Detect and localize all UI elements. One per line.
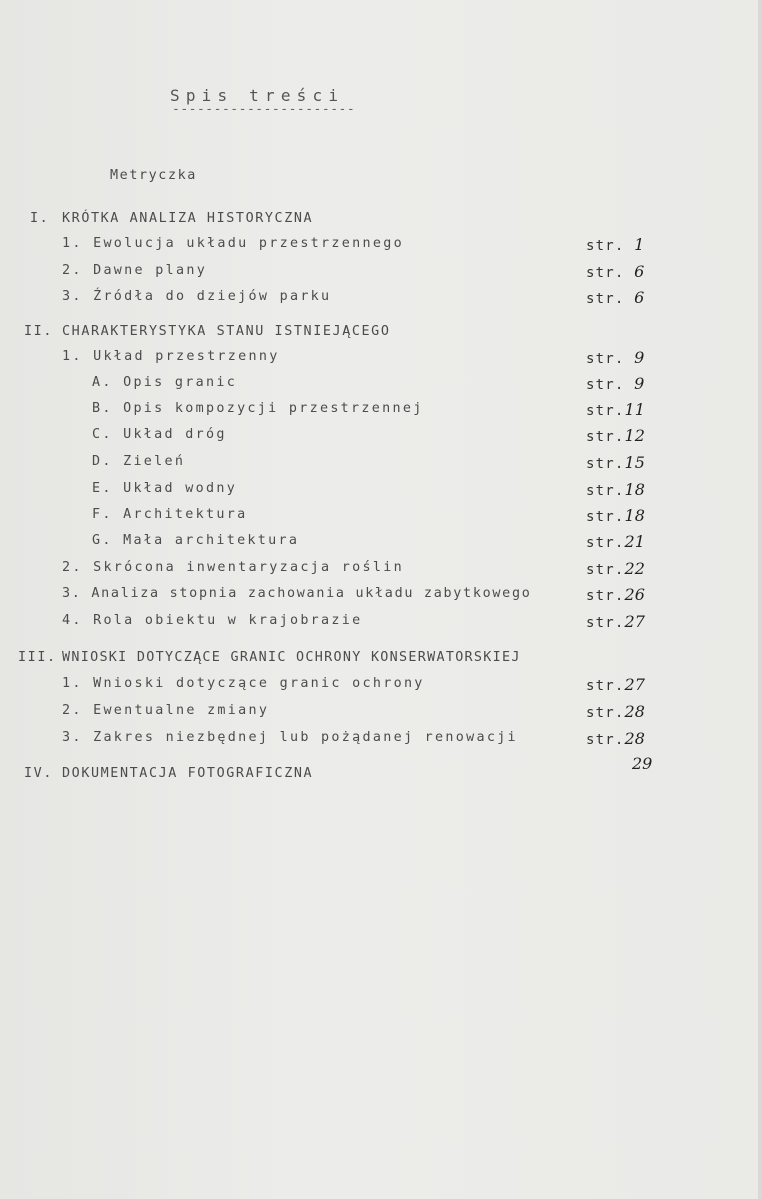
page-number: 18 (624, 480, 645, 499)
page-number: 18 (624, 506, 645, 525)
page-prefix: str. (586, 588, 625, 604)
toc-entry-label: 3. Źródła do dziejów parku (62, 289, 332, 304)
page-number: 12 (624, 426, 645, 445)
toc-entry-label: C. Układ dróg (92, 427, 227, 442)
toc-entry-page (586, 262, 644, 281)
section-4-heading: DOKUMENTACJA FOTOGRAFICZNA (62, 766, 314, 781)
page-number: 27 (624, 675, 645, 694)
page-number: 28 (624, 702, 645, 721)
toc-entry-page (586, 612, 645, 631)
toc-entry-label: 3. Analiza stopnia zachowania układu zabytkowego (62, 586, 532, 601)
toc-entry-label: 1. Układ przestrzenny (62, 349, 280, 364)
page-number: 9 (634, 348, 645, 367)
page-prefix: str. (586, 509, 625, 525)
toc-entry-label: 1. Ewolucja układu przestrzennego (62, 236, 404, 251)
toc-entry-label: G. Mała architektura (92, 533, 300, 548)
page-number: 6 (634, 262, 645, 281)
page-number: 9 (634, 374, 645, 393)
toc-entry-label: E. Układ wodny (92, 481, 238, 496)
page-prefix: str. (586, 238, 625, 254)
toc-entry-page (586, 585, 645, 604)
page-prefix: str. (586, 535, 625, 551)
page-number: 22 (624, 559, 645, 578)
section-1-heading: KRÓTKA ANALIZA HISTORYCZNA (62, 211, 314, 226)
toc-entry-label: A. Opis granic (92, 375, 238, 390)
page-prefix: str. (586, 678, 625, 694)
section-3-numeral: III. (18, 650, 57, 665)
toc-entry-page (586, 506, 645, 525)
toc-entry-page (632, 754, 652, 773)
page-prefix: str. (586, 483, 625, 499)
page-prefix: str. (586, 403, 625, 419)
page-prefix: str. (586, 429, 625, 445)
toc-entry-label: D. Zieleń (92, 454, 186, 469)
page-prefix: str. (586, 732, 625, 748)
page-edge (758, 0, 762, 1199)
page-number: 29 (632, 754, 653, 773)
toc-entry-page (586, 675, 645, 694)
toc-entry-page (586, 426, 645, 445)
toc-entry-page (586, 702, 645, 721)
page-number: 1 (634, 235, 645, 254)
toc-entry-page (586, 235, 644, 254)
toc-entry-page (586, 480, 645, 499)
page-prefix: str. (586, 562, 625, 578)
title-underline: ---------------------- (172, 102, 356, 117)
page-prefix: str. (586, 705, 625, 721)
section-3-heading: WNIOSKI DOTYCZĄCE GRANIC OCHRONY KONSERWATORSKIEJ (62, 650, 521, 665)
intro-metryczka: Metryczka (110, 168, 197, 183)
page-number: 28 (624, 729, 645, 748)
page-number: 27 (624, 612, 645, 631)
page-number: 15 (624, 453, 645, 472)
toc-entry-page (586, 400, 645, 419)
toc-entry-page (586, 559, 645, 578)
toc-entry-label: B. Opis kompozycji przestrzennej (92, 401, 424, 416)
toc-entry-label: F. Architektura (92, 507, 248, 522)
page-prefix: str. (586, 377, 625, 393)
toc-entry-label: 3. Zakres niezbędnej lub pożądanej renowacji (62, 730, 518, 745)
section-1-numeral: I. (30, 211, 50, 226)
toc-entry-page (586, 288, 644, 307)
page-prefix: str. (586, 291, 625, 307)
page-prefix: str. (586, 456, 625, 472)
toc-entry-page (586, 532, 645, 551)
toc-entry-page (586, 374, 644, 393)
toc-entry-label: 1. Wnioski dotyczące granic ochrony (62, 676, 425, 691)
page-prefix: str. (586, 351, 625, 367)
toc-entry-page (586, 729, 645, 748)
toc-entry-label: 2. Skrócona inwentaryzacja roślin (62, 560, 404, 575)
page-prefix: str. (586, 265, 625, 281)
toc-entry-page (586, 453, 645, 472)
page-prefix: str. (586, 615, 625, 631)
page-title: Spis treści (170, 86, 345, 105)
section-2-heading: CHARAKTERYSTYKA STANU ISTNIEJĄCEGO (62, 324, 391, 339)
toc-entry-page (586, 348, 644, 367)
toc-entry-label: 2. Ewentualne zmiany (62, 703, 270, 718)
page-number: 26 (624, 585, 645, 604)
section-2-numeral: II. (24, 324, 53, 339)
toc-entry-label: 2. Dawne plany (62, 263, 208, 278)
page-number: 21 (624, 532, 645, 551)
page-number: 11 (624, 400, 645, 419)
toc-entry-label: 4. Rola obiektu w krajobrazie (62, 613, 363, 628)
page-number: 6 (634, 288, 645, 307)
section-4-numeral: IV. (24, 766, 53, 781)
